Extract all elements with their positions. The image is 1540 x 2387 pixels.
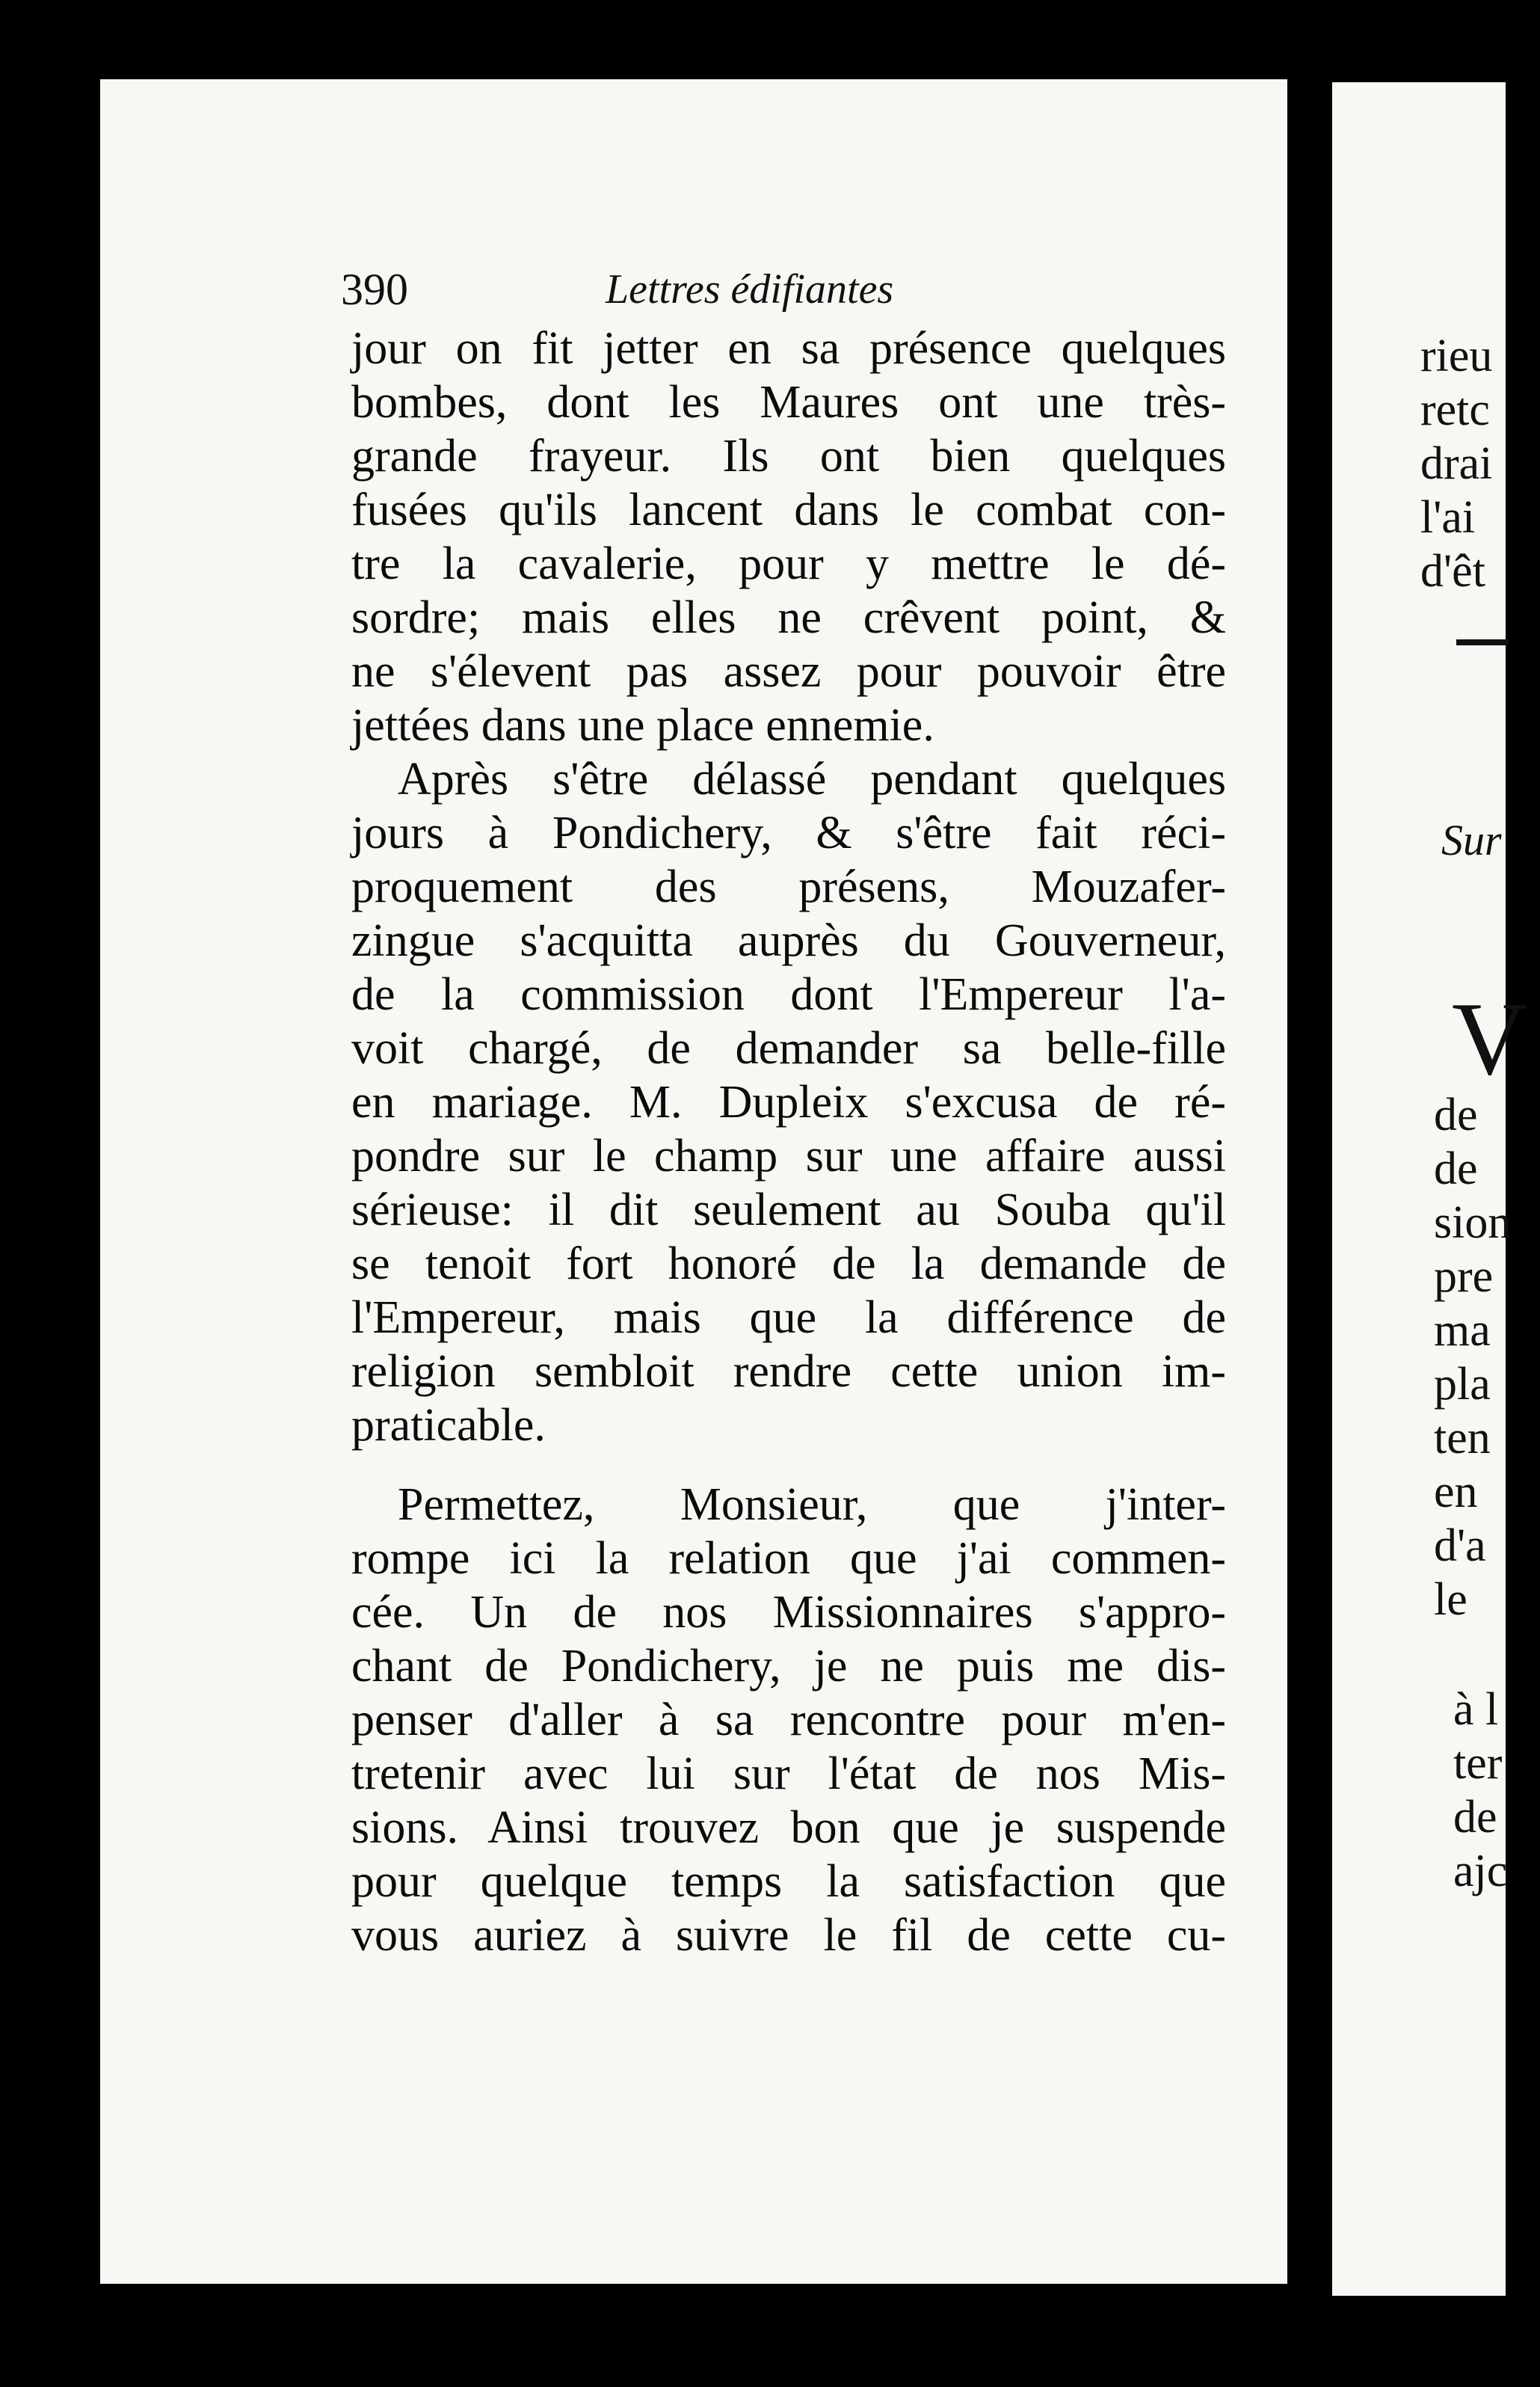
text-fragment: ter [1453,1738,1503,1789]
text-line: vous auriez à suivre le fil de cette cu- [351,1910,1226,1961]
text-line: bombes, dont les Maures ont une très- [351,377,1226,428]
text-line: penser d'aller à sa rencontre pour m'en- [351,1695,1226,1745]
text-fragment: d'êt [1420,546,1485,597]
text-line: jour on fit jetter en sa présence quelques [351,323,1226,374]
text-line: tretenir avec lui sur l'état de nos Mis- [351,1748,1226,1799]
text-line: rompe ici la relation que j'ai commen- [351,1533,1226,1584]
text-fragment: ajc [1453,1846,1508,1896]
text-line: religion sembloit rendre cette union im- [351,1346,1226,1397]
text-fragment: de [1434,1143,1478,1194]
text-fragment: pre [1434,1251,1494,1302]
text-fragment: en [1434,1466,1478,1517]
right-page-bottom-fragments [1453,1683,1507,1898]
text-line: se tenoit fort honoré de la demande de [351,1238,1226,1289]
text-fragment: le [1434,1574,1467,1625]
text-line: fusées qu'ils lancent dans le combat con- [351,485,1226,535]
drop-cap: V [1452,981,1528,1097]
text-fragment: de [1434,1090,1478,1140]
text-line: proquement des présens, Mouzafer- [351,861,1226,912]
text-line: de la commission dont l'Empereur l'a- [351,969,1226,1020]
text-fragment: sion [1434,1197,1512,1248]
running-title: Lettres édifiantes [606,266,894,313]
text-line: pondre sur le champ sur une affaire aussi [351,1131,1226,1182]
text-line: zingue s'acquitta auprès du Gouverneur, [351,915,1226,966]
text-fragment: drai [1420,438,1493,489]
text-line: Après s'être délassé pendant quelques [398,754,1226,805]
text-line: grande frayeur. Ils ont bien quelques [351,431,1226,482]
paragraph [351,322,1226,752]
text-fragment: ma [1434,1305,1491,1356]
text-line: jours à Pondichery, & s'être fait réci- [351,808,1226,858]
text-fragment: pla [1434,1359,1491,1410]
text-line: sordre; mais elles ne crêvent point, & [351,592,1226,643]
text-line: chant de Pondichery, je ne puis me dis- [351,1641,1226,1692]
text-line: l'Empereur, mais que la différence de [351,1292,1226,1343]
text-line: pour quelque temps la satisfaction que [351,1856,1226,1907]
paragraph-gap [351,1452,1226,1478]
page-number: 390 [341,265,408,314]
text-line: voit chargé, de demander sa belle-fille [351,1023,1226,1074]
right-page-middle-fragments [1434,1088,1511,1626]
text-fragment: de [1453,1792,1497,1843]
text-line: cée. Un de nos Missionnaires s'appro- [351,1587,1226,1638]
right-page-top-fragments [1420,329,1540,598]
running-head [239,263,1211,316]
text-line: sérieuse: il dit seulement au Souba qu'il [351,1185,1226,1235]
text-fragment: retc [1420,384,1490,435]
text-line: Permettez, Monsieur, que j'inter- [398,1479,1226,1530]
body-text [351,322,1226,1962]
text-line: praticable. [351,1400,546,1451]
text-fragment: rieu [1420,331,1493,381]
text-line: ne s'élevent pas assez pour pouvoir être [351,646,1226,697]
text-fragment: ten [1434,1413,1491,1463]
text-line: sions. Ainsi trouvez bon que je suspende [351,1802,1226,1853]
text-line: jettées dans une place ennemie. [351,700,934,751]
section-rule [1456,639,1509,645]
text-line: en mariage. M. Dupleix s'excusa de ré- [351,1077,1226,1128]
text-fragment: d'a [1434,1520,1486,1571]
text-fragment: à l [1453,1684,1499,1735]
right-page-heading-fragment: Sur [1441,816,1502,864]
text-fragment: l'ai [1420,492,1476,543]
paragraph [351,752,1226,1452]
paragraph [351,1478,1226,1962]
text-line: tre la cavalerie, pour y mettre le dé- [351,538,1226,589]
